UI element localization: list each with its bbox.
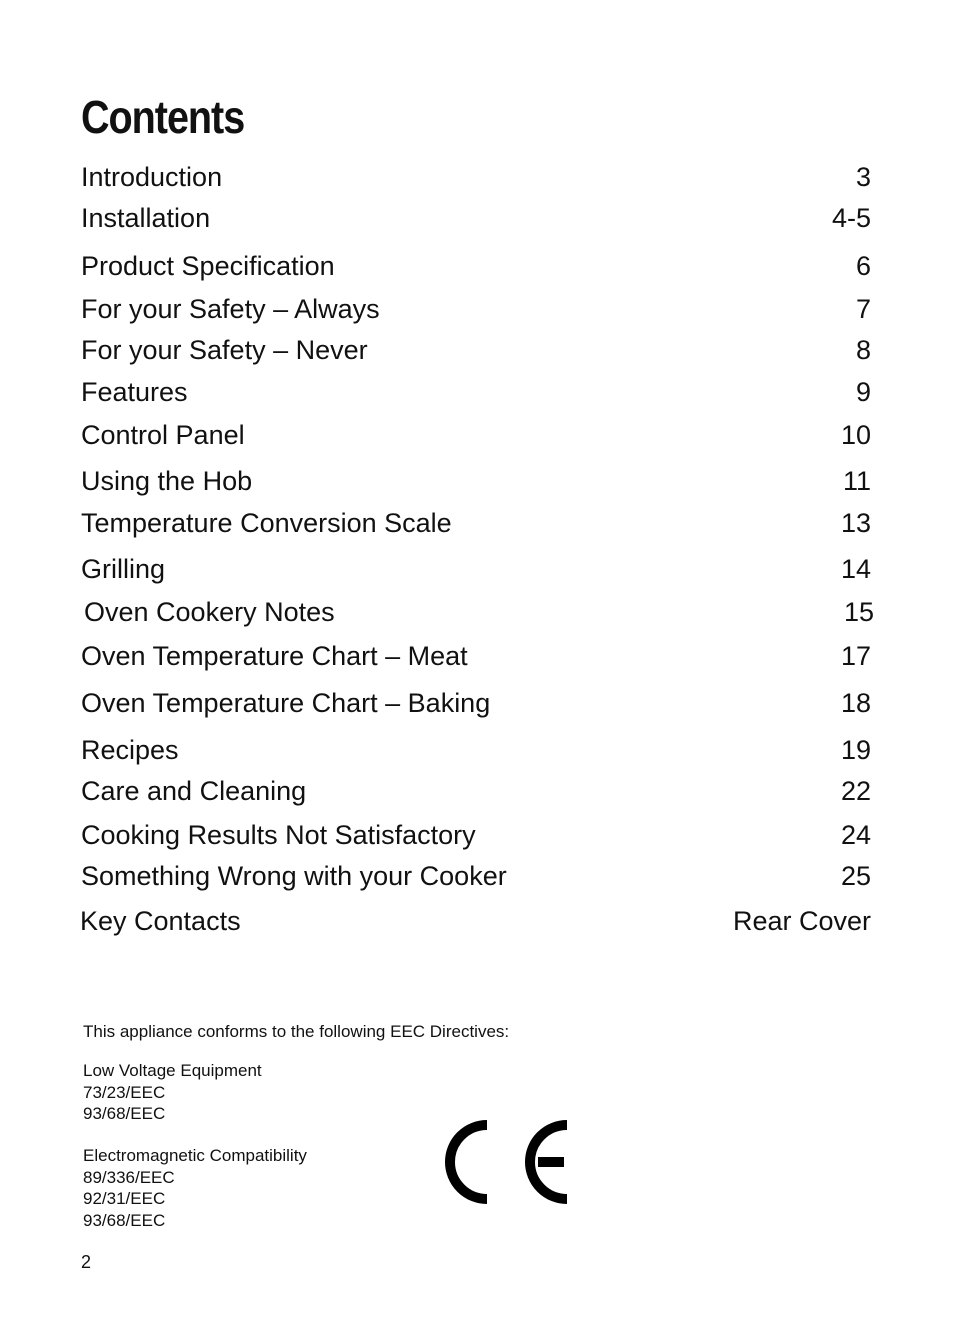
directive-code: 73/23/EEC [83, 1082, 166, 1102]
toc-page: 7 [855, 294, 871, 324]
toc-row [81, 773, 871, 809]
toc-page: 3 [855, 162, 871, 192]
toc-row [81, 248, 871, 284]
toc-page: Rear Cover [732, 906, 871, 936]
toc-label: Cooking Results Not Satisfactory [81, 820, 476, 850]
toc-label: Oven Temperature Chart – Baking [81, 688, 491, 718]
directive-heading: Electromagnetic Compatibility [83, 1146, 307, 1165]
low-voltage-block [83, 1060, 262, 1125]
toc-page: 24 [840, 820, 871, 850]
directive-code: 93/68/EEC [83, 1104, 166, 1123]
toc-row [81, 638, 871, 674]
toc-row [81, 417, 871, 453]
toc-row [81, 291, 871, 327]
toc-row [81, 685, 871, 721]
directive-code: 89/336/EEC [83, 1167, 175, 1187]
toc-label: Product Specification [81, 251, 335, 281]
directive-code: 93/68/EEC [83, 1210, 166, 1230]
toc-page: 13 [840, 508, 871, 538]
toc-label: Oven Cookery Notes [84, 597, 335, 627]
toc-page: 8 [855, 335, 871, 365]
ce-mark-icon [441, 1117, 571, 1207]
toc-row [81, 332, 871, 368]
toc-page: 11 [842, 466, 871, 496]
toc-label: Control Panel [81, 420, 245, 450]
toc-label: Oven Temperature Chart – Meat [81, 641, 468, 671]
toc-row [81, 817, 871, 853]
directive-code: 92/31/EEC [83, 1189, 166, 1208]
page-number: 2 [81, 1252, 92, 1272]
toc-page: 10 [840, 420, 871, 450]
toc-label: Key Contacts [80, 906, 241, 936]
toc-row [84, 594, 874, 630]
emc-block [83, 1145, 307, 1231]
toc-row [81, 200, 871, 236]
toc-label: Care and Cleaning [81, 776, 307, 806]
toc-row [81, 858, 871, 894]
toc-page: 15 [843, 597, 874, 627]
toc-label: Features [81, 377, 188, 407]
toc-row [81, 463, 871, 499]
toc-page: 9 [855, 377, 871, 407]
toc-page: 19 [840, 735, 871, 765]
toc-page: 6 [855, 251, 871, 281]
toc-label: Introduction [81, 162, 223, 192]
toc-page: 25 [840, 861, 871, 891]
toc-row [81, 505, 871, 541]
toc-page: 14 [840, 554, 871, 584]
toc-row [81, 159, 871, 195]
toc-row [81, 374, 871, 410]
toc-label: Grilling [81, 554, 166, 584]
toc-row [81, 551, 871, 587]
toc-label: For your Safety – Always [81, 294, 380, 324]
page-title: Contents [81, 91, 245, 143]
toc-row [80, 903, 871, 939]
toc-label: Using the Hob [81, 466, 253, 496]
toc-label: Something Wrong with your Cooker [81, 861, 507, 891]
directive-heading: Low Voltage Equipment [83, 1061, 262, 1080]
toc-page: 4-5 [831, 203, 871, 233]
toc-label: Installation [81, 203, 211, 233]
toc-label: Temperature Conversion Scale [81, 508, 452, 538]
toc-page: 18 [840, 688, 871, 718]
directives-intro: This appliance conforms to the following EEC Directives: [83, 1022, 510, 1041]
toc-label: For your Safety – Never [81, 335, 368, 365]
toc-page: 17 [840, 641, 871, 671]
toc-label: Recipes [81, 735, 179, 765]
toc-page: 22 [840, 776, 871, 806]
toc-row [81, 732, 871, 768]
